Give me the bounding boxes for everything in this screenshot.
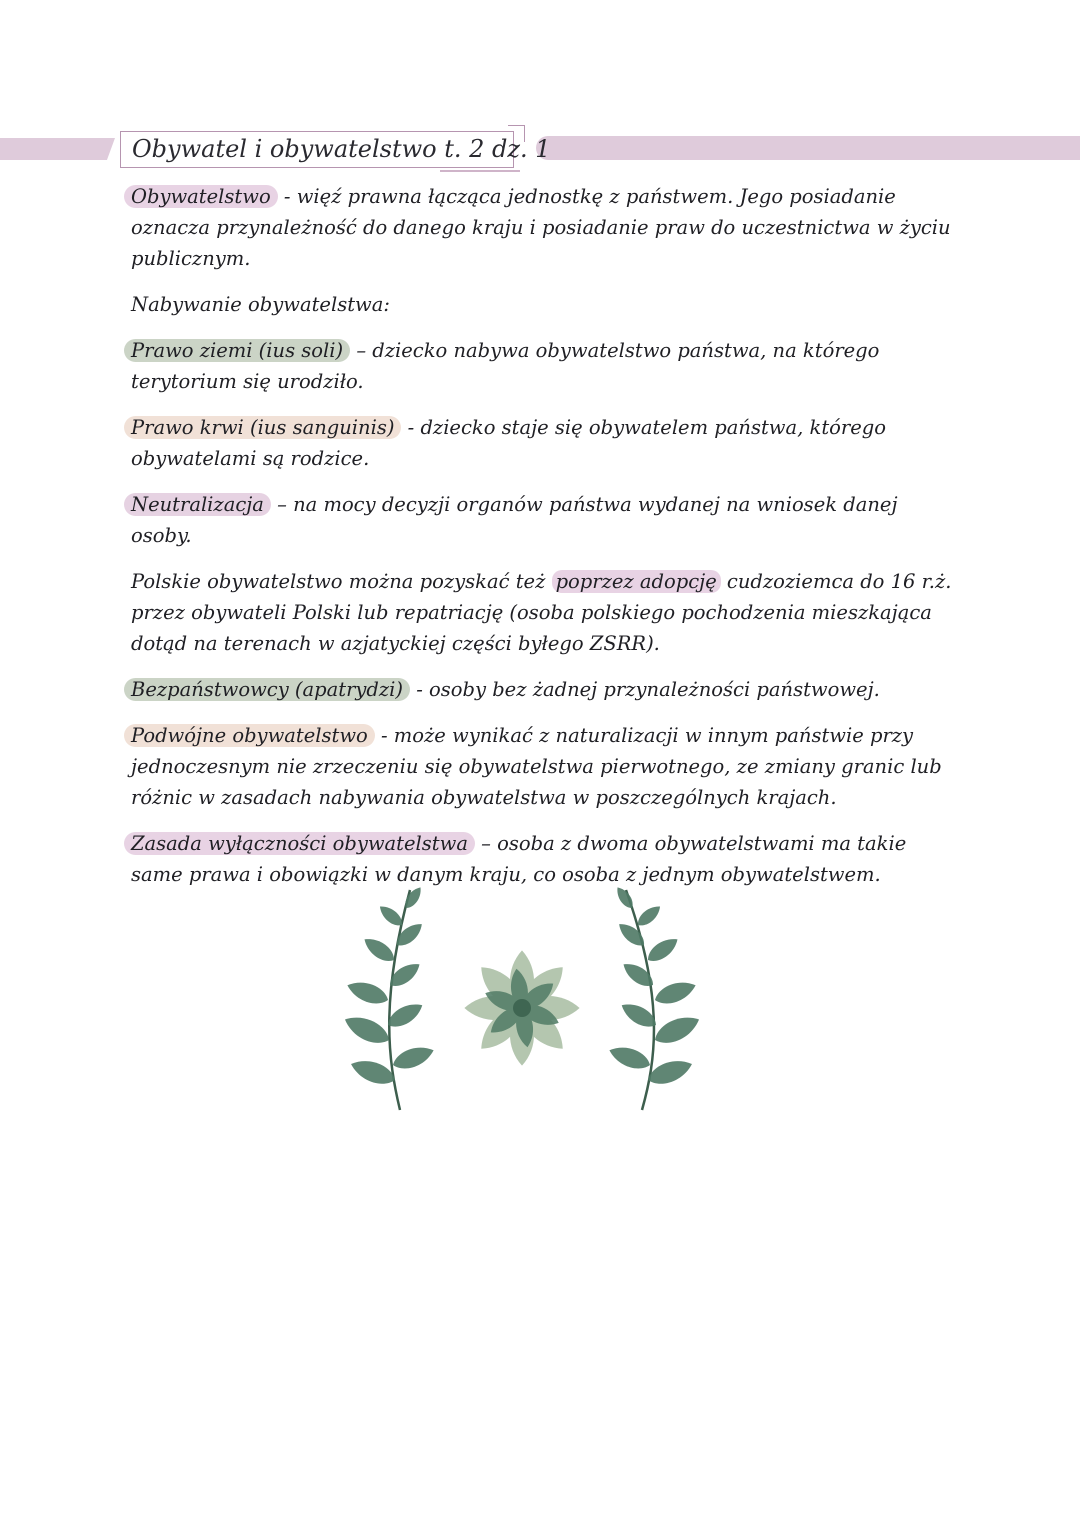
document-body (131, 181, 961, 905)
page-title: Obywatel i obywatelstwo t. 2 dz. 1 (132, 135, 551, 163)
right-leaf-branch-icon (606, 884, 703, 1110)
paragraph-prawo-ziemi (131, 335, 961, 397)
term-prawo-krwi: Prawo krwi (ius sanguinis) (124, 416, 401, 439)
term-obywatelstwo: Obywatelstwo (124, 185, 278, 208)
definition-zasada: – osoba z dwoma obywatelstwami ma takie same prawa i obowiązki w danym kraju, co osoba z jednym obywatelstwem. (131, 832, 907, 886)
definition-bezpanstwowcy: - osoby bez żadnej przynależności państwowej. (410, 678, 880, 701)
term-podwojne: Podwójne obywatelstwo (124, 724, 375, 747)
paragraph-podwojne (131, 720, 961, 813)
term-prawo-ziemi: Prawo ziemi (ius soli) (124, 339, 350, 362)
paragraph-obywatelstwo (131, 181, 961, 274)
paragraph-bezpanstwowcy (131, 674, 961, 705)
header-accent-bar-left (0, 138, 115, 160)
polskie-text-before: Polskie obywatelstwo można pozyskać też (131, 570, 552, 593)
definition-obywatelstwo: - więź prawna łącząca jednostkę z państwem. Jego posiadanie oznacza przynależność do danego kraju i posiadanie praw do uczestnictwa w życiu publicznym. (131, 185, 951, 270)
term-zasada: Zasada wyłączności obywatelstwa (124, 832, 475, 855)
botanical-illustration (300, 880, 750, 1120)
subheading-nabywanie: Nabywanie obywatelstwa: (131, 293, 390, 316)
paragraph-polskie (131, 566, 961, 659)
paragraph-nabywanie (131, 289, 961, 320)
title-underline (440, 170, 520, 172)
polskie-text-after: cudzoziemca do 16 r.ż. przez obywateli Polski lub repatriację (osoba polskiego pochodzenia mieszkająca dotąd na terenach w azjatyckiej części byłego ZSRR). (131, 570, 952, 655)
succulent-flower-icon (464, 950, 579, 1065)
term-neutralizacja: Neutralizacja (124, 493, 271, 516)
paragraph-prawo-krwi (131, 412, 961, 474)
header-accent-bar-right (536, 136, 1080, 160)
definition-neutralizacja: – na mocy decyzji organów państwa wydanej na wniosek danej osoby. (131, 493, 898, 547)
term-adopcja: poprzez adopcję (552, 570, 721, 593)
definition-prawo-krwi: - dziecko staje się obywatelem państwa, którego obywatelami są rodzice. (131, 416, 886, 470)
term-bezpanstwowcy: Bezpaństwowcy (apatrydzi) (124, 678, 410, 701)
definition-prawo-ziemi: – dziecko nabywa obywatelstwo państwa, na którego terytorium się urodziło. (131, 339, 880, 393)
paragraph-neutralizacja (131, 489, 961, 551)
definition-podwojne: - może wynikać z naturalizacji w innym państwie przy jednoczesnym nie zrzeczeniu się obywatelstwa pierwotnego, ze zmiany granic lub różnic w zasadach nabywania obywatelstwa w poszczególnych krajach. (131, 724, 942, 809)
left-leaf-branch-icon (341, 884, 437, 1110)
